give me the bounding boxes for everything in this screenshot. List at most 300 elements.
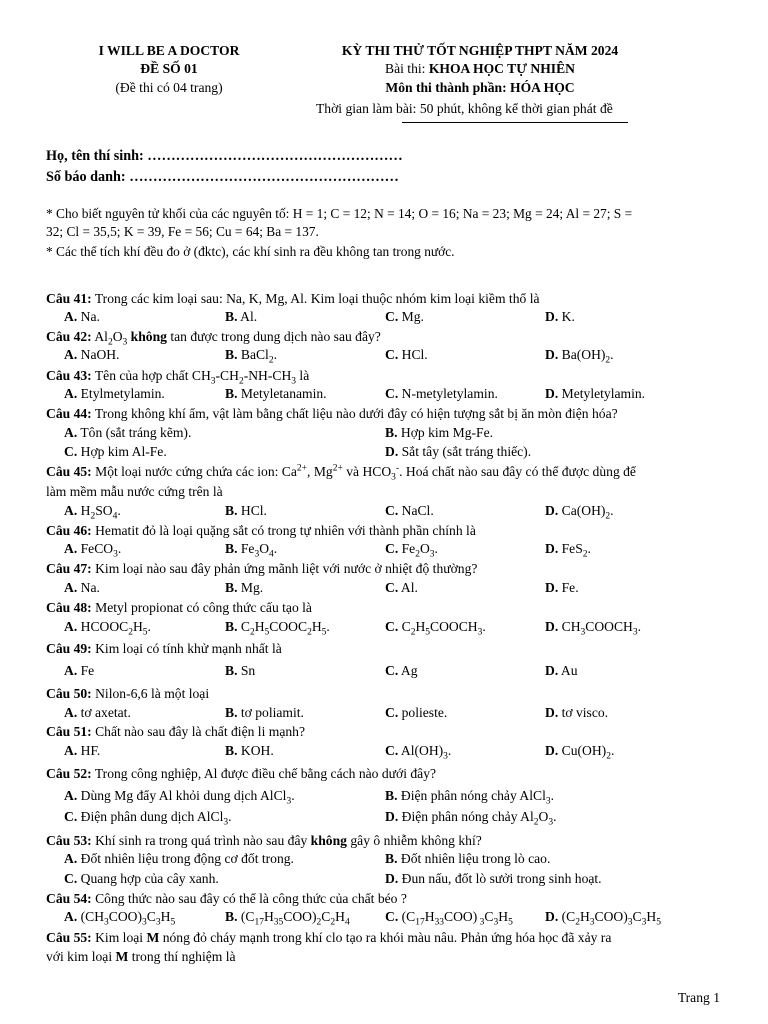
option-text: Ag bbox=[400, 663, 418, 678]
question-46 bbox=[46, 522, 476, 539]
exam-subject bbox=[300, 61, 660, 77]
option-text: COO) bbox=[283, 909, 317, 924]
q41-option-c[interactable] bbox=[385, 309, 424, 325]
option-letter: C. bbox=[385, 309, 399, 324]
option-letter: D. bbox=[545, 386, 559, 401]
q45-option-d[interactable] bbox=[545, 503, 614, 522]
subscript: 5 bbox=[264, 627, 270, 638]
emphasis-word: M bbox=[146, 930, 160, 945]
formula-part: O bbox=[112, 329, 123, 344]
option-letter: A. bbox=[64, 580, 78, 595]
option-text: H bbox=[311, 619, 322, 634]
subscript: 3 bbox=[254, 549, 260, 560]
question-number: Câu 44: bbox=[46, 406, 92, 421]
option-text: H bbox=[335, 909, 345, 924]
option-text: Hợp kim Mg-Fe. bbox=[400, 425, 494, 440]
option-text: COOC bbox=[269, 619, 308, 634]
header-underline bbox=[402, 122, 628, 123]
option-text: . bbox=[587, 541, 591, 556]
option-letter: C. bbox=[385, 386, 399, 401]
question-text: Kim loại có tính khử mạnh nhất là bbox=[91, 641, 282, 656]
exam-time: Thời gian làm bài: 50 phút, không kể thời gian phát đề bbox=[316, 101, 613, 116]
q49-option-c[interactable] bbox=[385, 663, 418, 679]
subscript: 3 bbox=[627, 917, 633, 928]
option-text: Điện phân dung dịch AlCl bbox=[80, 809, 224, 824]
subscript: 3 bbox=[548, 817, 554, 828]
question-text: và HCO bbox=[342, 464, 392, 479]
option-letter: D. bbox=[545, 503, 559, 518]
option-text: (C bbox=[561, 909, 576, 924]
option-letter: A. bbox=[64, 705, 78, 720]
atomic-mass-note: * Cho biết nguyên tử khối của các nguyên tố: H = 1; C = 12; N = 14; O = 16; Na = 23; Mg = 24; Al = 27; S = bbox=[46, 206, 633, 221]
option-text: . bbox=[117, 541, 122, 556]
subscript: 3 bbox=[210, 376, 216, 387]
option-letter: B. bbox=[225, 743, 238, 758]
q54-option-c[interactable] bbox=[385, 909, 513, 928]
option-text: H bbox=[415, 619, 426, 634]
option-text: Na. bbox=[80, 580, 100, 595]
question-50 bbox=[46, 685, 209, 702]
subscript: 3 bbox=[477, 917, 485, 928]
question-number: Câu 46: bbox=[46, 523, 92, 538]
subscript: 2 bbox=[316, 917, 322, 928]
question-text: Trong không khí ẩm, vật làm bằng chất liệu nào dưới đây có hiện tượng sắt bị ăn mòn điện hóa? bbox=[91, 406, 618, 421]
question-text: là bbox=[296, 368, 310, 383]
q43-option-a[interactable] bbox=[64, 386, 165, 402]
option-text: C bbox=[240, 619, 250, 634]
q44-option-d[interactable] bbox=[385, 444, 531, 460]
question-44 bbox=[46, 405, 618, 422]
question-55 bbox=[46, 929, 611, 946]
subscript: 2 bbox=[533, 817, 539, 828]
q53-option-b[interactable] bbox=[385, 851, 550, 867]
q48-option-b[interactable] bbox=[225, 619, 330, 638]
option-text: CH bbox=[561, 619, 581, 634]
emphasis-word: M bbox=[115, 949, 129, 964]
option-letter: A. bbox=[64, 909, 78, 924]
q53-option-c[interactable] bbox=[64, 871, 219, 887]
option-text: . bbox=[637, 619, 642, 634]
q49-option-b[interactable] bbox=[225, 663, 255, 679]
subscript: 2 bbox=[575, 917, 580, 928]
option-text: . bbox=[117, 503, 121, 518]
option-letter: D. bbox=[385, 809, 399, 824]
option-text: KOH. bbox=[240, 743, 274, 758]
option-text: O bbox=[538, 809, 549, 824]
option-letter: A. bbox=[64, 347, 78, 362]
q42-option-c[interactable] bbox=[385, 347, 428, 363]
q47-option-a[interactable] bbox=[64, 580, 100, 596]
question-text: Khí sinh ra trong quá trình nào sau đây bbox=[91, 833, 308, 848]
option-text: COO) bbox=[594, 909, 628, 924]
subscript: 3 bbox=[580, 627, 586, 638]
option-text: Đun nấu, đốt lò sưởi trong sinh hoạt. bbox=[401, 871, 602, 886]
formula-part: Al bbox=[91, 329, 108, 344]
exam-code: ĐỀ SỐ 01 bbox=[140, 61, 198, 76]
subscript: 3 bbox=[286, 796, 292, 807]
option-letter: B. bbox=[225, 909, 238, 924]
q50-option-d[interactable] bbox=[545, 705, 608, 721]
q44-option-a[interactable] bbox=[64, 425, 191, 441]
option-text: . bbox=[610, 743, 615, 758]
option-text: Hợp kim Al-Fe. bbox=[80, 444, 167, 459]
subscript: 17 bbox=[254, 917, 264, 928]
subscript: 2 bbox=[410, 627, 416, 638]
question-41 bbox=[46, 290, 540, 307]
q51-option-b[interactable] bbox=[225, 743, 274, 759]
option-text: N-metyletylamin. bbox=[401, 386, 498, 401]
option-text: Sắt tây (sắt tráng thiếc). bbox=[401, 444, 532, 459]
option-text: . bbox=[434, 541, 438, 556]
option-text: Fe bbox=[401, 541, 416, 556]
option-text: Đốt nhiên liệu trong động cơ đốt trong. bbox=[80, 851, 294, 866]
question-number: Câu 54: bbox=[46, 891, 92, 906]
question-45 bbox=[46, 463, 636, 483]
option-text: H bbox=[80, 503, 91, 518]
question-text: Công thức nào sau đây có thể là công thức của chất béo ? bbox=[91, 891, 407, 906]
q48-option-d[interactable] bbox=[545, 619, 642, 638]
option-text: C bbox=[321, 909, 331, 924]
q51-option-a[interactable] bbox=[64, 743, 100, 759]
question-48 bbox=[46, 599, 312, 616]
subject-name: KHOA HỌC TỰ NHIÊN bbox=[428, 61, 575, 76]
option-letter: D. bbox=[545, 619, 559, 634]
subscript: 2 bbox=[128, 627, 133, 638]
q48-option-c[interactable] bbox=[385, 619, 486, 638]
subscript: 2 bbox=[606, 751, 611, 762]
option-text: H bbox=[254, 619, 265, 634]
subject-prefix: Bài thi: bbox=[385, 61, 429, 76]
option-letter: A. bbox=[64, 309, 78, 324]
question-text: nóng đỏ cháy mạnh trong khí clo tạo ra khói màu nâu. Phản ứng hóa học đã xảy ra bbox=[159, 930, 612, 945]
option-letter: D. bbox=[385, 871, 399, 886]
option-text: polieste. bbox=[401, 705, 448, 720]
subscript: 2 bbox=[90, 511, 96, 522]
candidate-id-line: Số báo danh: ………………………………………………… bbox=[46, 169, 399, 185]
page-count: (Đề thi có 04 trang) bbox=[115, 80, 223, 95]
option-text: Al. bbox=[240, 309, 258, 324]
option-text: O bbox=[419, 541, 430, 556]
question-53 bbox=[46, 832, 482, 849]
question-55-cont bbox=[46, 948, 236, 965]
option-text: BaCl bbox=[240, 347, 269, 362]
option-letter: D. bbox=[545, 541, 559, 556]
option-text: SO bbox=[95, 503, 113, 518]
option-text: tơ axetat. bbox=[80, 705, 131, 720]
emphasis-word: không bbox=[307, 833, 347, 848]
option-text: C bbox=[146, 909, 156, 924]
subscript: 2 bbox=[605, 355, 611, 366]
option-letter: B. bbox=[225, 705, 238, 720]
option-text: Tôn (sắt tráng kẽm). bbox=[80, 425, 192, 440]
question-text: Hematit đỏ là loại quặng sắt có trong tự nhiên với thành phần chính là bbox=[91, 523, 476, 538]
subscript: 33 bbox=[434, 917, 445, 928]
q52-option-a[interactable] bbox=[64, 788, 295, 807]
subscript: 3 bbox=[443, 751, 448, 762]
option-letter: C. bbox=[385, 503, 399, 518]
option-text: HCl. bbox=[401, 347, 428, 362]
q45-option-a[interactable] bbox=[64, 503, 121, 522]
option-letter: D. bbox=[545, 909, 559, 924]
q42-option-d[interactable] bbox=[545, 347, 614, 366]
subscript: 2 bbox=[415, 549, 420, 560]
option-text: C bbox=[401, 619, 411, 634]
option-text: . bbox=[228, 809, 232, 824]
option-text: FeCO bbox=[80, 541, 114, 556]
option-text: . bbox=[147, 619, 151, 634]
option-letter: C. bbox=[385, 619, 399, 634]
question-text: Trong các kim loại sau: Na, K, Mg, Al. Kim loại thuộc nhóm kim loại kiềm thổ là bbox=[91, 291, 540, 306]
question-number: Câu 52: bbox=[46, 766, 92, 781]
option-letter: B. bbox=[225, 309, 238, 324]
option-letter: D. bbox=[545, 309, 559, 324]
q43-option-b[interactable] bbox=[225, 386, 327, 402]
option-text: FeS bbox=[561, 541, 583, 556]
q52-option-c[interactable] bbox=[64, 809, 232, 828]
q49-option-d[interactable] bbox=[545, 663, 578, 679]
question-45-cont bbox=[46, 483, 223, 500]
subscript: 3 bbox=[545, 796, 551, 807]
option-text: Đốt nhiên liệu trong lò cao. bbox=[400, 851, 551, 866]
option-text: . bbox=[610, 347, 614, 362]
option-text: NaCl. bbox=[401, 503, 434, 518]
question-number: Câu 47: bbox=[46, 561, 92, 576]
option-letter: C. bbox=[385, 705, 399, 720]
q46-option-a[interactable] bbox=[64, 541, 122, 560]
q54-option-b[interactable] bbox=[225, 909, 350, 928]
q52-option-b[interactable] bbox=[385, 788, 555, 807]
option-letter: A. bbox=[64, 503, 78, 518]
question-number: Câu 42: bbox=[46, 329, 92, 344]
option-text: . bbox=[553, 809, 557, 824]
question-number: Câu 50: bbox=[46, 686, 92, 701]
option-text: Điện phân nóng chảy AlCl bbox=[400, 788, 546, 803]
q49-option-a[interactable] bbox=[64, 663, 94, 679]
superscript: - bbox=[395, 463, 400, 474]
subscript: 2 bbox=[107, 337, 113, 348]
option-letter: B. bbox=[225, 541, 238, 556]
option-letter: A. bbox=[64, 788, 78, 803]
option-letter: C. bbox=[385, 541, 399, 556]
q50-option-a[interactable] bbox=[64, 705, 131, 721]
option-text: Al(OH) bbox=[400, 743, 444, 758]
option-text: (C bbox=[240, 909, 255, 924]
q53-option-a[interactable] bbox=[64, 851, 294, 867]
option-letter: B. bbox=[225, 503, 238, 518]
candidate-name-line: Họ, tên thí sinh: ……………………………………………… bbox=[46, 148, 403, 164]
q45-option-b[interactable] bbox=[225, 503, 267, 519]
option-text: H bbox=[263, 909, 274, 924]
q47-option-c[interactable] bbox=[385, 580, 418, 596]
option-text: H bbox=[424, 909, 435, 924]
subscript: 3 bbox=[589, 917, 595, 928]
option-letter: A. bbox=[64, 619, 78, 634]
option-letter: D. bbox=[385, 444, 399, 459]
option-text: Ca(OH) bbox=[561, 503, 606, 518]
q46-option-b[interactable] bbox=[225, 541, 278, 560]
q48-option-a[interactable] bbox=[64, 619, 151, 638]
q54-option-d[interactable] bbox=[545, 909, 661, 928]
question-52 bbox=[46, 765, 436, 782]
option-letter: D. bbox=[545, 743, 559, 758]
option-letter: B. bbox=[385, 425, 398, 440]
question-text: Kim loại bbox=[91, 930, 147, 945]
subscript: 3 bbox=[429, 549, 435, 560]
option-text: O bbox=[259, 541, 270, 556]
option-letter: C. bbox=[385, 743, 399, 758]
subscript: 5 bbox=[321, 627, 327, 638]
option-text: K. bbox=[561, 309, 575, 324]
option-letter: A. bbox=[64, 851, 78, 866]
q47-option-d[interactable] bbox=[545, 580, 579, 596]
option-text: tơ poliamit. bbox=[240, 705, 304, 720]
q43-option-c[interactable] bbox=[385, 386, 498, 402]
option-text: Etylmetylamin. bbox=[80, 386, 165, 401]
option-letter: B. bbox=[225, 347, 238, 362]
q42-option-b[interactable] bbox=[225, 347, 277, 366]
subscript: 3 bbox=[155, 917, 161, 928]
q41-option-b[interactable] bbox=[225, 309, 257, 325]
question-text: Tên của hợp chất CH bbox=[91, 368, 211, 383]
question-number: Câu 41: bbox=[46, 291, 92, 306]
question-text: Trong công nghiệp, Al được điều chế bằng cách nào dưới đây? bbox=[91, 766, 437, 781]
subscript: 5 bbox=[425, 627, 431, 638]
exam-component bbox=[300, 80, 660, 96]
option-text: . bbox=[273, 347, 277, 362]
option-letter: A. bbox=[64, 743, 78, 758]
q42-option-a[interactable] bbox=[64, 347, 120, 363]
option-letter: D. bbox=[545, 705, 559, 720]
subscript: 3 bbox=[632, 627, 638, 638]
subscript: 3 bbox=[477, 627, 483, 638]
option-text: H bbox=[579, 909, 590, 924]
question-text: Chất nào sau đây là chất điện li mạnh? bbox=[91, 724, 305, 739]
subscript: 2 bbox=[249, 627, 255, 638]
subscript: 5 bbox=[170, 917, 176, 928]
option-text: Điện phân nóng chảy Al bbox=[401, 809, 534, 824]
q41-option-a[interactable] bbox=[64, 309, 100, 325]
option-text: (CH bbox=[80, 909, 105, 924]
subscript: 2 bbox=[330, 917, 336, 928]
q46-option-d[interactable] bbox=[545, 541, 591, 560]
subscript: 3 bbox=[113, 549, 118, 560]
subscript: 4 bbox=[269, 549, 274, 560]
subscript: 2 bbox=[582, 549, 588, 560]
option-letter: A. bbox=[64, 386, 78, 401]
q41-option-d[interactable] bbox=[545, 309, 575, 325]
q44-option-b[interactable] bbox=[385, 425, 493, 441]
option-text: . bbox=[273, 541, 278, 556]
subscript: 3 bbox=[122, 337, 128, 348]
subscript: 2 bbox=[268, 355, 274, 366]
question-text: . Hoá chất nào sau đây có thể được dùng để bbox=[399, 464, 636, 479]
school-name: I WILL BE A DOCTOR bbox=[98, 43, 240, 58]
question-number: Câu 51: bbox=[46, 724, 92, 739]
q51-option-d[interactable] bbox=[545, 743, 615, 762]
q53-option-d[interactable] bbox=[385, 871, 602, 887]
q51-option-c[interactable] bbox=[385, 743, 452, 762]
formula-part: -CH bbox=[215, 368, 239, 383]
q45-option-c[interactable] bbox=[385, 503, 434, 519]
option-letter: C. bbox=[385, 909, 399, 924]
option-letter: C. bbox=[64, 809, 78, 824]
option-letter: A. bbox=[64, 425, 78, 440]
option-text: Al. bbox=[400, 580, 418, 595]
subscript: 4 bbox=[112, 511, 118, 522]
option-letter: C. bbox=[64, 444, 78, 459]
option-text: Mg. bbox=[240, 580, 264, 595]
option-text: COO) bbox=[444, 909, 478, 924]
q44-option-c[interactable] bbox=[64, 444, 167, 460]
superscript: 2+ bbox=[332, 463, 343, 474]
option-text: H bbox=[646, 909, 657, 924]
option-text: Au bbox=[560, 663, 578, 678]
option-text: H bbox=[132, 619, 143, 634]
option-text: Dùng Mg đẩy Al khỏi dung dịch AlCl bbox=[80, 788, 287, 803]
question-number: Câu 43: bbox=[46, 368, 92, 383]
option-text: Metyletanamin. bbox=[240, 386, 327, 401]
option-text: COOCH bbox=[585, 619, 633, 634]
q52-option-d[interactable] bbox=[385, 809, 557, 828]
subscript: 2 bbox=[307, 627, 312, 638]
option-text: Fe. bbox=[561, 580, 579, 595]
option-text: Ba(OH) bbox=[561, 347, 606, 362]
q43-option-d[interactable] bbox=[545, 386, 645, 402]
q46-option-c[interactable] bbox=[385, 541, 438, 560]
option-letter: B. bbox=[225, 386, 238, 401]
subscript: 2 bbox=[605, 511, 611, 522]
page-number: Trang 1 bbox=[677, 990, 720, 1005]
option-letter: B. bbox=[225, 580, 238, 595]
subscript: 3 bbox=[493, 917, 499, 928]
emphasis-word: không bbox=[127, 329, 167, 344]
option-text: C bbox=[632, 909, 642, 924]
component-name: HÓA HỌC bbox=[510, 80, 575, 95]
question-text: gây ô nhiễm không khí? bbox=[346, 833, 482, 848]
option-text: Mg. bbox=[401, 309, 424, 324]
option-text: . bbox=[550, 788, 555, 803]
question-number: Câu 49: bbox=[46, 641, 92, 656]
q54-option-a[interactable] bbox=[64, 909, 176, 928]
question-text: trong thí nghiệm là bbox=[128, 949, 236, 964]
q50-option-b[interactable] bbox=[225, 705, 304, 721]
option-text: . bbox=[291, 788, 295, 803]
subscript: 3 bbox=[291, 376, 297, 387]
question-number: Câu 53: bbox=[46, 833, 92, 848]
subscript: 5 bbox=[508, 917, 513, 928]
q50-option-c[interactable] bbox=[385, 705, 447, 721]
question-text: Một loại nước cứng chứa các ion: Ca bbox=[91, 464, 297, 479]
subscript: 4 bbox=[344, 917, 350, 928]
question-text: tan được trong dung dịch nào sau đây? bbox=[166, 329, 381, 344]
question-47 bbox=[46, 560, 477, 577]
option-letter: C. bbox=[385, 663, 399, 678]
option-letter: B. bbox=[385, 851, 398, 866]
option-text: (C bbox=[401, 909, 416, 924]
question-text: , Mg bbox=[307, 464, 333, 479]
option-letter: A. bbox=[64, 541, 78, 556]
gas-volume-note: * Các thể tích khí đều đo ở (đktc), các khí sinh ra đều không tan trong nước. bbox=[46, 244, 455, 259]
question-text: Kim loại nào sau đây phản ứng mãnh liệt với nước ở nhiệt độ thường? bbox=[91, 561, 478, 576]
option-text: . bbox=[482, 619, 486, 634]
question-number: Câu 55: bbox=[46, 930, 92, 945]
q47-option-b[interactable] bbox=[225, 580, 263, 596]
option-letter: C. bbox=[64, 871, 78, 886]
option-text: C bbox=[484, 909, 494, 924]
option-text: . bbox=[326, 619, 330, 634]
option-letter: B. bbox=[225, 663, 238, 678]
subscript: 3 bbox=[641, 917, 647, 928]
